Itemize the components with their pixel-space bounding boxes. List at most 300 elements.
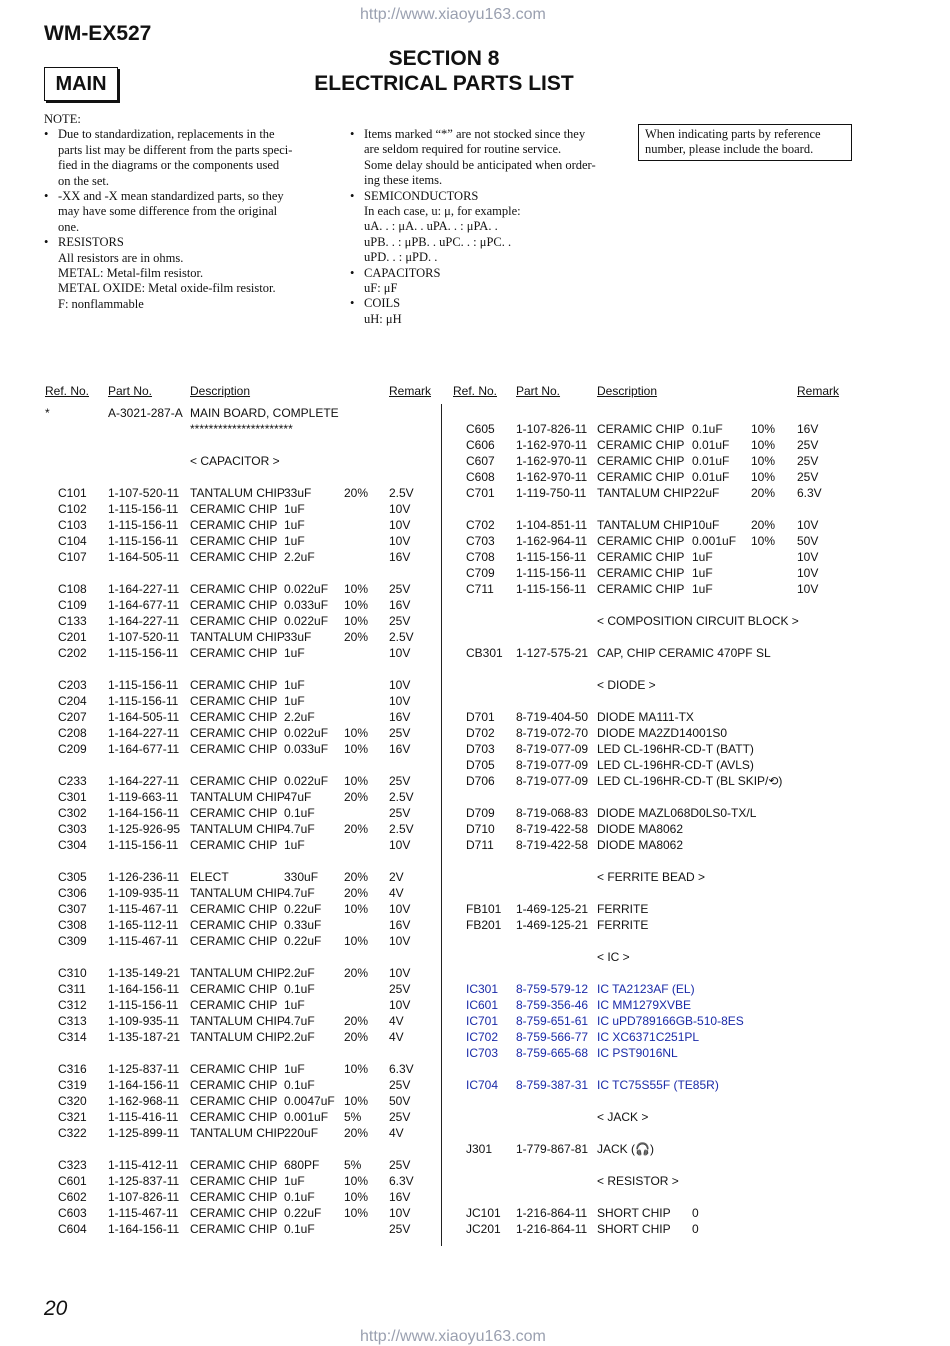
reference-note-box	[638, 124, 852, 161]
cell-tol: 20%	[344, 1030, 369, 1044]
note-text: uH: μH	[364, 311, 402, 326]
cell-tol: 20%	[344, 1014, 369, 1028]
cell-volt: 2.5V	[389, 790, 414, 804]
note-line	[350, 142, 610, 157]
cell-part: 1-109-935-11	[108, 886, 180, 900]
note-line	[44, 158, 304, 173]
cell-ref: C208	[58, 726, 87, 740]
cell-ref: D702	[466, 726, 495, 740]
cell-val: 1uF	[284, 502, 305, 516]
cell-part: 1-115-156-11	[108, 646, 179, 660]
column-divider	[441, 404, 442, 1246]
cell-ref: C201	[58, 630, 87, 644]
notes-column-1	[44, 112, 304, 312]
cell-ref: C601	[58, 1174, 87, 1188]
note-line	[350, 189, 610, 204]
note-text: RESISTORS	[58, 235, 124, 250]
note-line	[350, 204, 610, 219]
cell-ref: IC703	[466, 1046, 499, 1060]
cell-tol: 20%	[344, 822, 369, 836]
cell-ref: C204	[58, 694, 87, 708]
cell-ref: C313	[58, 1014, 87, 1028]
cell-desc: CERAMIC CHIP	[190, 998, 278, 1012]
cell-desc: CERAMIC CHIP	[190, 678, 278, 692]
cell-tol: 20%	[344, 1126, 369, 1140]
cell-part: 8-759-566-77	[516, 1030, 589, 1044]
cell-part: 1-125-926-95	[108, 822, 181, 836]
note-line	[44, 112, 304, 127]
note-line	[44, 189, 304, 204]
note-text: METAL OXIDE: Metal oxide-film resistor.	[58, 281, 276, 296]
cell-desc: CERAMIC CHIP	[190, 1158, 278, 1172]
cell-ref: C109	[58, 598, 87, 612]
cell-part: 8-719-404-50	[516, 710, 589, 724]
cell-tol: 5%	[344, 1158, 362, 1172]
cell-ref: C711	[466, 582, 494, 596]
header-description: Description	[190, 384, 251, 398]
note-line	[350, 312, 610, 327]
cell-tol: 10%	[751, 534, 776, 548]
cell-part: 8-759-651-61	[516, 1014, 589, 1028]
cell-tol: 10%	[344, 774, 369, 788]
cell-ref: D710	[466, 822, 495, 836]
cell-val: 0.022uF	[284, 726, 329, 740]
cell-volt: 25V	[389, 806, 411, 820]
note-text: uPB. . : μPB. . uPC. . : μPC. .	[364, 234, 512, 249]
cell-desc: SHORT CHIP	[597, 1222, 671, 1236]
cell-desc: **********************	[190, 422, 293, 436]
cell-part: 1-115-156-11	[516, 582, 587, 596]
cell-desc: CERAMIC CHIP	[597, 470, 685, 484]
cell-ref: D706	[466, 774, 495, 788]
cell-part: 1-164-227-11	[108, 726, 180, 740]
cell-part: 8-719-072-70	[516, 726, 589, 740]
cell-desc: MAIN BOARD, COMPLETE	[190, 406, 339, 420]
cell-desc: CERAMIC CHIP	[597, 566, 685, 580]
note-text: uPD. . : μPD. .	[364, 250, 438, 265]
cell-part: 8-759-387-31	[516, 1078, 589, 1092]
cell-volt: 25V	[797, 438, 819, 452]
cell-volt: 2.5V	[389, 486, 414, 500]
cell-val: 0.001uF	[284, 1110, 329, 1124]
cell-ref: C209	[58, 742, 87, 756]
cell-desc: < CAPACITOR >	[190, 454, 280, 468]
cell-volt: 10V	[797, 566, 819, 580]
model-number: WM-EX527	[44, 22, 152, 45]
cell-volt: 16V	[389, 742, 411, 756]
note-line	[44, 174, 304, 189]
note-bullet: •	[350, 127, 355, 141]
cell-val: 680PF	[284, 1158, 320, 1172]
cell-ref: C108	[58, 582, 87, 596]
cell-ref: C305	[58, 870, 87, 884]
cell-part: 1-125-899-11	[108, 1126, 180, 1140]
note-bullet: •	[350, 188, 355, 203]
note-line	[44, 251, 304, 266]
cell-part: 1-135-149-21	[108, 966, 181, 980]
cell-ref: C703	[466, 534, 495, 548]
cell-val: 1uF	[692, 582, 713, 596]
cell-ref: D709	[466, 806, 495, 820]
cell-desc: CERAMIC CHIP	[190, 1062, 278, 1076]
cell-val: 220uF	[284, 1126, 319, 1140]
cell-volt: 16V	[797, 422, 819, 436]
cell-ref: IC704	[466, 1078, 499, 1092]
cell-val: 0.01uF	[692, 470, 730, 484]
cell-val: 0	[692, 1206, 699, 1220]
cell-desc: DIODE MA8062	[597, 822, 684, 836]
note-text: SEMICONDUCTORS	[364, 188, 479, 203]
cell-val: 0.1uF	[284, 806, 315, 820]
cell-volt: 25V	[389, 726, 411, 740]
cell-ref: FB201	[466, 918, 502, 932]
cell-ref: C605	[466, 422, 495, 436]
section-number: SECTION 8	[388, 47, 500, 70]
cell-volt: 10V	[389, 838, 411, 852]
cell-tol: 10%	[344, 1206, 369, 1220]
cell-part: 1-115-467-11	[108, 1206, 179, 1220]
note-text: are seldom required for routine service.	[364, 142, 562, 157]
cell-part: 8-719-422-58	[516, 838, 589, 852]
cell-ref: C602	[58, 1190, 87, 1204]
cell-desc: IC PST9016NL	[597, 1046, 678, 1060]
note-line	[350, 250, 610, 265]
cell-volt: 25V	[389, 774, 411, 788]
cell-part: 1-164-156-11	[108, 982, 180, 996]
cell-volt: 6.3V	[389, 1174, 414, 1188]
cell-ref: C603	[58, 1206, 87, 1220]
cell-ref: C702	[466, 518, 495, 532]
cell-part: 1-164-227-11	[108, 614, 180, 628]
cell-ref: C319	[58, 1078, 87, 1092]
cell-volt: 10V	[389, 518, 411, 532]
cell-tol: 10%	[344, 582, 369, 596]
cell-part: 1-162-970-11	[516, 438, 588, 452]
cell-part: 1-164-677-11	[108, 598, 180, 612]
cell-desc: CERAMIC CHIP	[190, 1078, 278, 1092]
cell-ref: C701	[466, 486, 495, 500]
cell-desc: CERAMIC CHIP	[190, 1174, 278, 1188]
page-number: 20	[44, 1297, 68, 1320]
cell-ref: C233	[58, 774, 87, 788]
cell-val: 4.7uF	[284, 822, 315, 836]
cell-ref: C604	[58, 1222, 87, 1236]
cell-part: 1-164-156-11	[108, 806, 180, 820]
cell-desc: TANTALUM CHIP	[190, 966, 285, 980]
cell-part: 8-759-665-68	[516, 1046, 589, 1060]
note-text: uA. . : μA. . uPA. . : μPA. .	[364, 219, 498, 234]
cell-ref: CB301	[466, 646, 503, 660]
cell-part: 1-162-964-11	[516, 534, 588, 548]
note-bullet: •	[44, 188, 49, 203]
cell-volt: 25V	[389, 582, 411, 596]
note-bullet: •	[350, 265, 355, 280]
cell-val: 2.2uF	[284, 710, 315, 724]
cell-val: 0.0047uF	[284, 1094, 335, 1108]
cell-ref: C606	[466, 438, 495, 452]
cell-volt: 25V	[797, 454, 819, 468]
cell-ref: C207	[58, 710, 87, 724]
cell-volt: 10V	[389, 902, 411, 916]
cell-desc: TANTALUM CHIP	[190, 630, 285, 644]
cell-ref: C322	[58, 1126, 87, 1140]
cell-desc: DIODE MAZL068D0LS0-TX/L	[597, 806, 757, 820]
cell-val: 0.1uF	[284, 1078, 315, 1092]
cell-part: 1-216-864-11	[516, 1222, 588, 1236]
cell-tol: 10%	[751, 454, 776, 468]
note-text: fied in the diagrams or the components used	[58, 158, 280, 173]
cell-desc: DIODE MA2ZD14001S0	[597, 726, 728, 740]
cell-val: 1uF	[284, 694, 305, 708]
cell-val: 2.2uF	[284, 966, 315, 980]
cell-desc: CERAMIC CHIP	[190, 518, 278, 532]
note-line	[350, 173, 610, 188]
note-text: on the set.	[58, 173, 110, 188]
cell-desc: CERAMIC CHIP	[597, 438, 685, 452]
cell-ref: C301	[58, 790, 87, 804]
cell-val: 0.01uF	[692, 454, 730, 468]
cell-ref: IC701	[466, 1014, 499, 1028]
cell-desc: LED CL-196HR-CD-T (AVLS)	[597, 758, 754, 772]
header-part-no: Part No.	[108, 384, 153, 398]
cell-part: 1-164-677-11	[108, 742, 180, 756]
cell-desc: TANTALUM CHIP	[190, 1126, 285, 1140]
cell-tol: 20%	[344, 630, 369, 644]
cell-desc: CERAMIC CHIP	[190, 1094, 278, 1108]
header-ref-no: Ref. No.	[45, 384, 90, 398]
cell-tol: 10%	[344, 742, 369, 756]
cell-volt: 2.5V	[389, 822, 414, 836]
note-line	[350, 219, 610, 234]
note-text: CAPACITORS	[364, 265, 441, 280]
cell-part: 1-115-412-11	[108, 1158, 179, 1172]
cell-ref: C311	[58, 982, 86, 996]
cell-volt: 10V	[797, 582, 819, 596]
cell-desc: IC uPD789166GB-510-8ES	[597, 1014, 744, 1028]
cell-volt: 6.3V	[797, 486, 822, 500]
cell-part: 1-125-837-11	[108, 1174, 180, 1188]
cell-desc: CERAMIC CHIP	[190, 694, 278, 708]
cell-desc: CERAMIC CHIP	[190, 646, 278, 660]
cell-val: 0.022uF	[284, 614, 329, 628]
note-text: parts list may be different from the parts speci-	[58, 142, 293, 157]
cell-tol: 10%	[751, 470, 776, 484]
cell-part: 1-115-156-11	[108, 502, 179, 516]
cell-desc: DIODE MA8062	[597, 838, 684, 852]
cell-ref: C202	[58, 646, 87, 660]
cell-ref: C104	[58, 534, 87, 548]
cell-volt: 10V	[389, 966, 411, 980]
cell-ref: C320	[58, 1094, 87, 1108]
cell-volt: 25V	[797, 470, 819, 484]
cell-part: 1-104-851-11	[516, 518, 588, 532]
cell-val: 0.001uF	[692, 534, 737, 548]
cell-val: 0.33uF	[284, 918, 322, 932]
cell-desc: CERAMIC CHIP	[190, 726, 278, 740]
cell-part: 1-107-826-11	[108, 1190, 180, 1204]
cell-part: A-3021-287-A	[108, 406, 183, 420]
cell-part: 1-164-156-11	[108, 1078, 180, 1092]
note-bullet: •	[44, 235, 49, 250]
cell-desc: CERAMIC CHIP	[190, 614, 278, 628]
cell-volt: 10V	[389, 678, 411, 692]
cell-desc: CERAMIC CHIP	[597, 454, 685, 468]
cell-ref: D703	[466, 742, 495, 756]
cell-desc: < DIODE >	[597, 678, 656, 692]
cell-desc: CERAMIC CHIP	[190, 838, 278, 852]
cell-part: 1-115-156-11	[108, 998, 179, 1012]
cell-desc: < RESISTOR >	[597, 1174, 679, 1188]
cell-val: 33uF	[284, 630, 312, 644]
cell-desc: CERAMIC CHIP	[190, 902, 278, 916]
cell-part: 1-127-575-21	[516, 646, 589, 660]
cell-ref: C309	[58, 934, 87, 948]
cell-part: 8-759-356-46	[516, 998, 589, 1012]
cell-ref: C203	[58, 678, 87, 692]
cell-val: 0	[692, 1222, 699, 1236]
cell-volt: 25V	[389, 1222, 411, 1236]
cell-val: 10uF	[692, 518, 720, 532]
cell-tol: 20%	[751, 518, 776, 532]
note-line	[44, 235, 304, 250]
note-text: ing these items.	[364, 173, 443, 188]
cell-val: 0.033uF	[284, 598, 329, 612]
cell-desc: TANTALUM CHIP	[190, 486, 285, 500]
cell-ref: IC601	[466, 998, 499, 1012]
cell-desc: CAP, CHIP CERAMIC 470PF SL	[597, 646, 771, 660]
cell-tol: 10%	[344, 598, 369, 612]
cell-ref: C321	[58, 1110, 87, 1124]
note-line	[44, 266, 304, 281]
cell-ref: C133	[58, 614, 87, 628]
cell-ref: C303	[58, 822, 87, 836]
cell-val: 47uF	[284, 790, 312, 804]
cell-desc: TANTALUM CHIP	[597, 486, 692, 500]
cell-tol: 10%	[344, 726, 369, 740]
cell-desc: CERAMIC CHIP	[597, 422, 685, 436]
cell-ref: J301	[466, 1142, 493, 1156]
cell-desc: CERAMIC CHIP	[190, 598, 278, 612]
cell-tol: 20%	[344, 870, 369, 884]
cell-volt: 25V	[389, 614, 411, 628]
cell-desc: CERAMIC CHIP	[190, 1222, 278, 1236]
cell-val: 0.01uF	[692, 438, 730, 452]
cell-val: 4.7uF	[284, 1014, 315, 1028]
cell-ref: C308	[58, 918, 87, 932]
cell-ref: C306	[58, 886, 87, 900]
cell-part: 1-469-125-21	[516, 902, 589, 916]
cell-part: 1-115-156-11	[108, 694, 179, 708]
cell-desc: CERAMIC CHIP	[190, 550, 278, 564]
cell-desc: CERAMIC CHIP	[597, 582, 685, 596]
cell-volt: 25V	[389, 1078, 411, 1092]
cell-ref: D701	[466, 710, 495, 724]
note-text: F: nonflammable	[58, 296, 144, 311]
cell-desc: CERAMIC CHIP	[190, 502, 278, 516]
cell-volt: 16V	[389, 918, 411, 932]
cell-val: 1uF	[284, 646, 305, 660]
note-text: COILS	[364, 296, 401, 311]
cell-desc: CERAMIC CHIP	[190, 1190, 278, 1204]
cell-part: 1-115-467-11	[108, 902, 179, 916]
cell-volt: 4V	[389, 1014, 404, 1028]
note-line	[350, 266, 610, 281]
cell-desc: IC MM1279XVBE	[597, 998, 692, 1012]
cell-part: 8-719-077-09	[516, 742, 589, 756]
cell-part: 1-119-750-11	[516, 486, 587, 500]
cell-val: 1uF	[692, 566, 713, 580]
cell-val: 2.2uF	[284, 1030, 315, 1044]
cell-volt: 2V	[389, 870, 404, 884]
cell-part: 1-107-826-11	[516, 422, 588, 436]
cell-part: 8-759-579-12	[516, 982, 589, 996]
cell-desc: TANTALUM CHIP	[190, 822, 285, 836]
cell-desc: CERAMIC CHIP	[190, 918, 278, 932]
watermark-url-bottom: http://www.xiaoyu163.com	[360, 1328, 546, 1345]
cell-volt: 4V	[389, 1126, 404, 1140]
cell-ref: JC101	[466, 1206, 501, 1220]
note-text: -XX and -X mean standardized parts, so they	[58, 188, 284, 203]
cell-tol: 20%	[344, 886, 369, 900]
cell-val: 0.1uF	[284, 1190, 315, 1204]
section-title: ELECTRICAL PARTS LIST	[314, 72, 574, 95]
cell-tol: 10%	[344, 614, 369, 628]
cell-ref: C302	[58, 806, 87, 820]
note-text: Due to standardization, replacements in the	[58, 127, 275, 142]
cell-part: 1-162-968-11	[108, 1094, 180, 1108]
cell-volt: 50V	[389, 1094, 411, 1108]
cell-part: 1-135-187-21	[108, 1030, 181, 1044]
note-line	[44, 204, 304, 219]
note-text: Items marked “*” are not stocked since they	[364, 127, 586, 141]
cell-volt: 6.3V	[389, 1062, 414, 1076]
cell-val: 1uF	[284, 1174, 305, 1188]
cell-val: 0.1uF	[284, 982, 315, 996]
cell-tol: 10%	[751, 438, 776, 452]
cell-ref: C708	[466, 550, 495, 564]
cell-ref: C316	[58, 1062, 87, 1076]
cell-ref: FB101	[466, 902, 502, 916]
cell-val: 0.22uF	[284, 934, 322, 948]
cell-desc: TANTALUM CHIP	[190, 1030, 285, 1044]
note-text: uF: μF	[364, 280, 398, 295]
cell-ref: C304	[58, 838, 87, 852]
cell-desc: CERAMIC CHIP	[190, 982, 278, 996]
cell-val: 0.22uF	[284, 1206, 322, 1220]
cell-desc: IC XC6371C251PL	[597, 1030, 700, 1044]
notes-column-2	[350, 127, 610, 327]
cell-val: 1uF	[284, 998, 305, 1012]
cell-part: 8-719-077-09	[516, 774, 589, 788]
cell-tol: 5%	[344, 1110, 362, 1124]
cell-volt: 16V	[389, 550, 411, 564]
cell-val: 1uF	[284, 1062, 305, 1076]
cell-part: 1-107-520-11	[108, 630, 180, 644]
cell-part: 1-779-867-81	[516, 1142, 589, 1156]
cell-volt: 25V	[389, 1158, 411, 1172]
note-line	[350, 281, 610, 296]
cell-part: 8-719-422-58	[516, 822, 589, 836]
note-line	[44, 297, 304, 312]
cell-volt: 10V	[389, 998, 411, 1012]
note-line	[44, 220, 304, 235]
cell-desc: CERAMIC CHIP	[190, 582, 278, 596]
cell-desc: CERAMIC CHIP	[190, 1206, 278, 1220]
cell-desc: TANTALUM CHIP	[190, 1014, 285, 1028]
note-text: All resistors are in ohms.	[58, 250, 184, 265]
cell-part: 1-469-125-21	[516, 918, 589, 932]
header-part-no-right: Part No.	[516, 384, 561, 398]
